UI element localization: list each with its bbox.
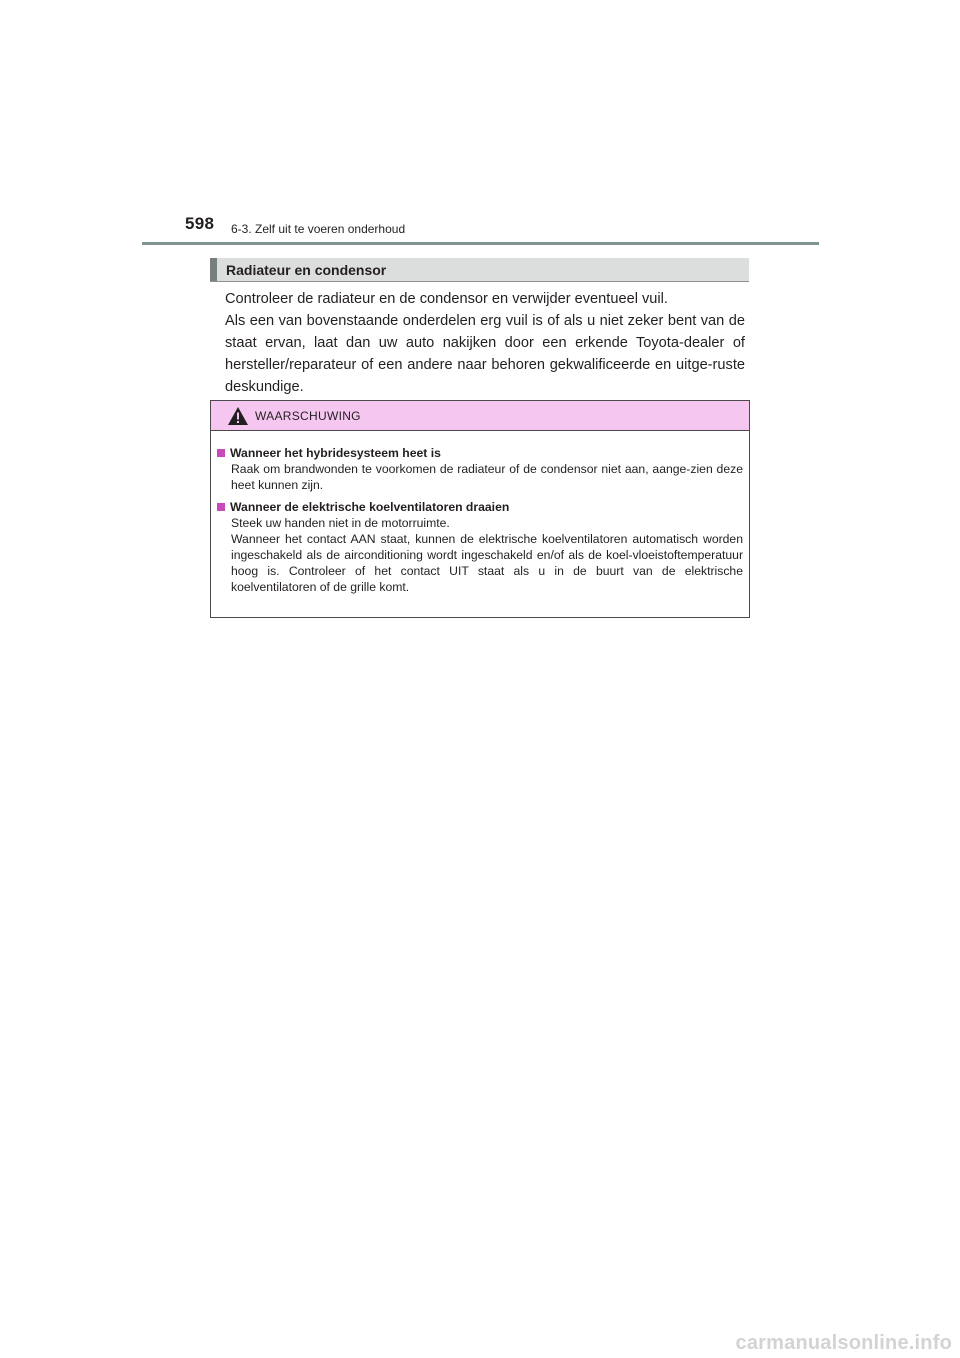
warning-item-title — [217, 445, 743, 461]
warning-body — [217, 445, 743, 601]
warning-item-line: Wanneer het contact AAN staat, kunnen de elektrische koelventilatoren automatisch worden ingeschakeld als de airconditioning wordt ingeschakeld en/of als de koel-vloeistoftemperatuur hoog is. Controleer of het contact UIT staat als u in de buurt van de elektrische koelventilatoren of de grille komt. — [231, 532, 743, 594]
watermark: carmanualsonline.info — [735, 1332, 952, 1354]
warning-triangle-icon — [227, 406, 249, 426]
square-bullet-icon — [217, 503, 225, 511]
section-body — [225, 288, 745, 398]
warning-item-title-text: Wanneer de elektrische koelventilatoren draaien — [230, 500, 510, 514]
page-number: 598 — [185, 214, 215, 233]
section-heading — [210, 258, 749, 282]
square-bullet-icon — [217, 449, 225, 457]
heading-bar — [210, 258, 217, 281]
section-path: 6-3. Zelf uit te voeren onderhoud — [231, 222, 406, 236]
warning-item — [217, 499, 743, 595]
warning-item-text — [231, 461, 743, 493]
warning-item-line: Raak om brandwonden te voorkomen de radiateur of de condensor niet aan, aange-zien deze heet kunnen zijn. — [231, 462, 743, 492]
warning-item-title — [217, 499, 743, 515]
body-paragraph: Controleer de radiateur en de condensor en verwijder eventueel vuil. — [225, 291, 668, 307]
warning-box — [210, 400, 750, 618]
warning-header — [211, 401, 749, 431]
section-title: Radiateur en condensor — [226, 262, 387, 278]
body-paragraph: Als een van bovenstaande onderdelen erg vuil is of als u niet zeker bent van de staat ervan, laat dan uw auto nakijken door een erkende Toyota-dealer of hersteller/reparateur of een andere naar behoren gekwalificeerde en uitge-ruste deskundige. — [225, 313, 745, 395]
warning-item-title-text: Wanneer het hybridesysteem heet is — [230, 446, 441, 460]
header-rule — [142, 242, 819, 245]
warning-item-text — [231, 515, 743, 595]
warning-title: WAARSCHUWING — [255, 409, 361, 423]
warning-item-line: Steek uw handen niet in de motorruimte. — [231, 516, 450, 530]
warning-item — [217, 445, 743, 493]
